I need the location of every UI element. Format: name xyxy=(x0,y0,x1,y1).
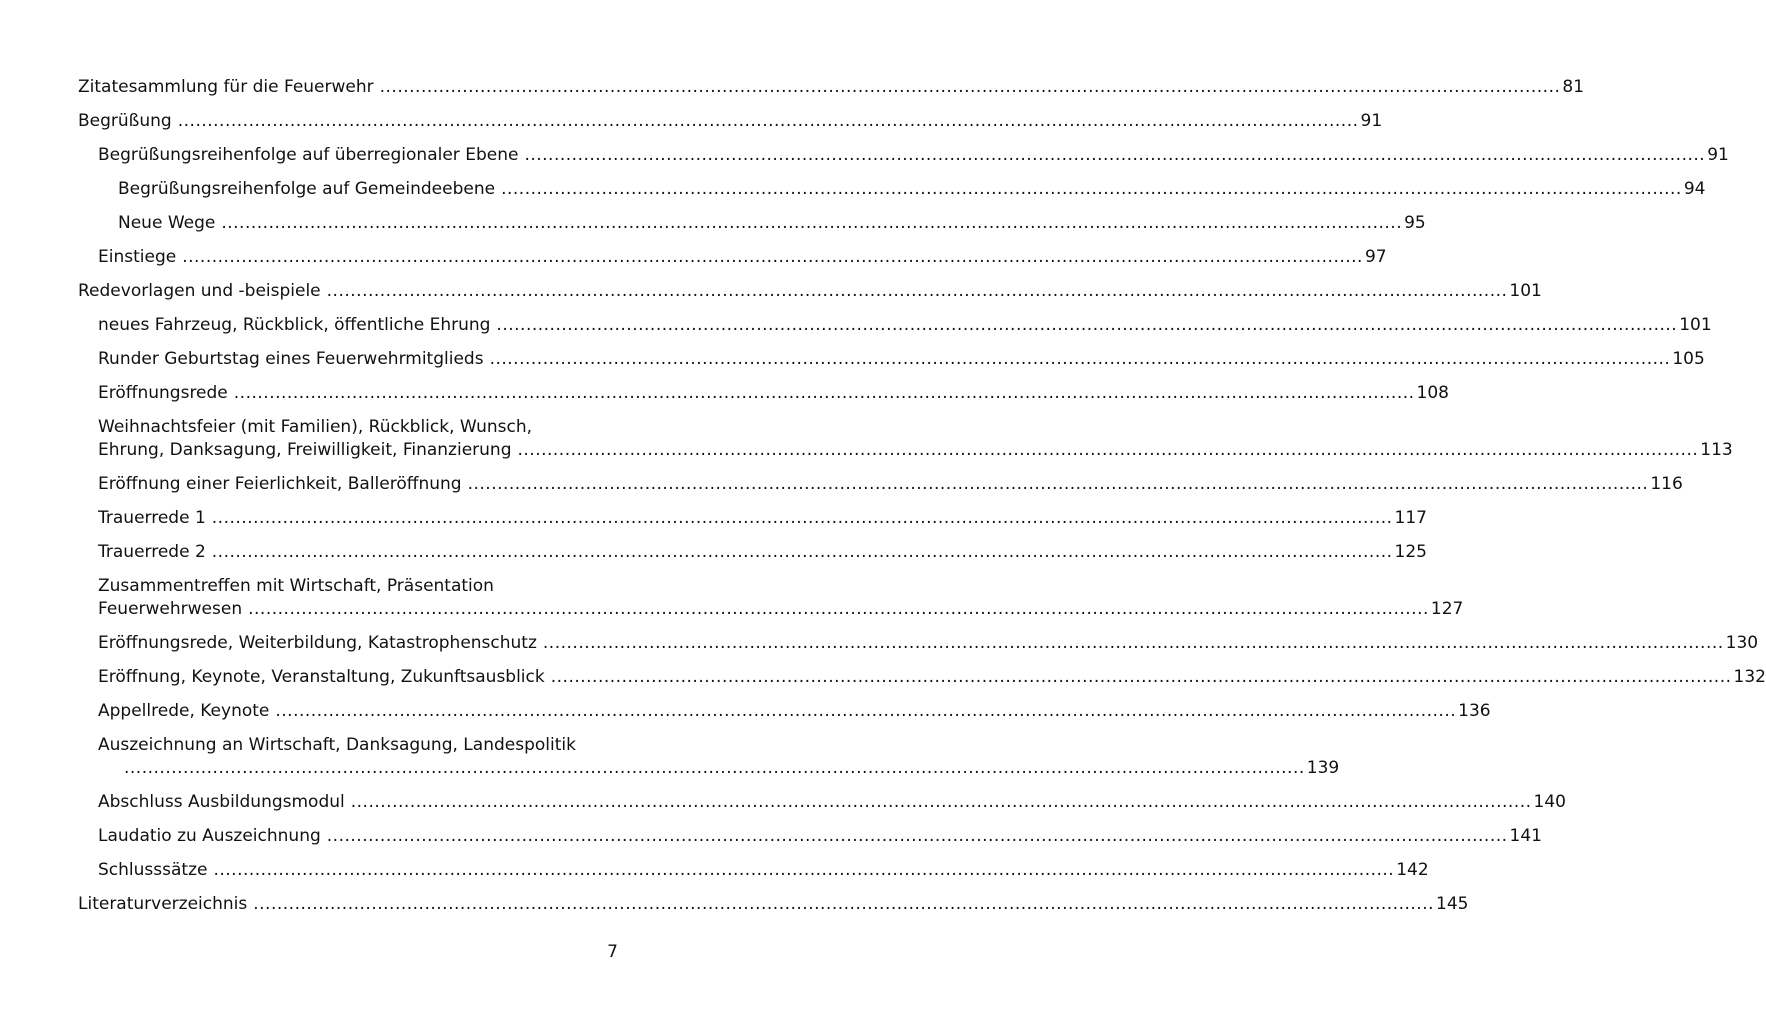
toc-entry-page: 117 xyxy=(1394,508,1427,528)
dot-leader: ........................................................................................................................................................................................................ xyxy=(350,792,1532,812)
dot-leader: ........................................................................................................................................................................................................ xyxy=(221,213,1403,233)
toc-entry-line xyxy=(98,541,1427,564)
toc-entry-page: 142 xyxy=(1396,860,1429,880)
toc-entry xyxy=(98,314,1712,337)
toc-entry-title-line: Weihnachtsfeier (mit Familien), Rückblick, Wunsch, xyxy=(98,417,533,437)
toc-entry-line xyxy=(98,791,1566,814)
dot-leader: ........................................................................................................................................................................................................ xyxy=(182,247,1363,267)
toc-entry xyxy=(98,507,1427,530)
dot-leader: ........................................................................................................................................................................................................ xyxy=(326,281,1508,301)
toc-entry-line xyxy=(98,757,1340,780)
toc-entry xyxy=(98,473,1683,496)
toc-entry-page: 125 xyxy=(1394,542,1427,562)
toc-entry-page: 139 xyxy=(1306,758,1340,778)
dot-leader: ........................................................................................................................................................................................................ xyxy=(550,667,1732,687)
toc-entry-title: Neue Wege xyxy=(118,213,216,233)
toc-entry-line xyxy=(78,110,1383,133)
toc-entry-line xyxy=(98,666,1766,689)
toc-entry-line xyxy=(98,825,1542,848)
toc-entry-page: 136 xyxy=(1458,701,1491,721)
toc-entry-line xyxy=(118,178,1706,201)
dot-leader: ........................................................................................................................................................................................................ xyxy=(211,508,1393,528)
toc-entry-title: Begrüßung xyxy=(78,111,172,131)
toc-entry xyxy=(98,632,1759,655)
toc-entry-page: 113 xyxy=(1700,440,1733,460)
toc-entry-line xyxy=(78,280,1542,303)
toc-entry-line xyxy=(98,700,1491,723)
toc-entry-title: Runder Geburtstag eines Feuerwehrmitglieds xyxy=(98,349,484,369)
dot-leader: ........................................................................................................................................................................................................ xyxy=(233,383,1415,403)
toc-entry xyxy=(78,280,1542,303)
toc-entry xyxy=(98,541,1427,564)
page-number: 7 xyxy=(607,942,618,962)
toc-entry-line xyxy=(98,473,1683,496)
dot-leader: ........................................................................................................................................................................................................ xyxy=(275,701,1457,721)
toc-entry-page: 91 xyxy=(1707,145,1729,165)
toc-entry xyxy=(98,791,1566,814)
toc-entry xyxy=(78,76,1585,99)
toc-entry-page: 101 xyxy=(1679,315,1712,335)
toc-entry xyxy=(118,212,1426,235)
toc-entry xyxy=(98,144,1729,167)
toc-entry-title: Trauerrede 2 xyxy=(98,542,206,562)
dot-leader: ........................................................................................................................................................................................................ xyxy=(542,633,1724,653)
toc-entry xyxy=(78,110,1383,133)
dot-leader: ........................................................................................................................................................................................................ xyxy=(517,440,1699,460)
toc-entry-title: Appellrede, Keynote xyxy=(98,701,270,721)
dot-leader: ........................................................................................................................................................................................................ xyxy=(253,894,1435,914)
dot-leader: ........................................................................................................................................................................................................ xyxy=(489,349,1671,369)
dot-leader: ........................................................................................................................................................................................................ xyxy=(524,145,1706,165)
toc-entry xyxy=(98,859,1429,882)
dot-leader: ........................................................................................................................................................................................................ xyxy=(379,77,1561,97)
toc-entry-page: 145 xyxy=(1436,894,1469,914)
toc-entry-page: 94 xyxy=(1683,179,1706,199)
toc-entry-title: Begrüßungsreihenfolge auf Gemeindeebene xyxy=(118,179,496,199)
toc-entry-title: Eröffnungsrede xyxy=(98,383,228,403)
toc-entry-line xyxy=(98,144,1729,167)
toc-entry xyxy=(98,246,1387,269)
dot-leader: ........................................................................................................................................................................................................ xyxy=(501,179,1682,199)
dot-leader: ........................................................................................................................................................................................................ xyxy=(177,111,1359,131)
toc-entry-line xyxy=(98,382,1449,405)
dot-leader: ........................................................................................................................................................................................................ xyxy=(211,542,1393,562)
toc-entry-title: Begrüßungsreihenfolge auf überregionaler Ebene xyxy=(98,145,519,165)
toc-entry xyxy=(98,825,1542,848)
dot-leader: ........................................................................................................................................................................................................ xyxy=(326,826,1508,846)
toc-entry-title-line: Auszeichnung an Wirtschaft, Danksagung, Landespolitik xyxy=(98,735,576,755)
toc-entry xyxy=(98,700,1491,723)
dot-leader: ........................................................................................................................................................................................................ xyxy=(248,599,1429,619)
dot-leader: ........................................................................................................................................................................................................ xyxy=(213,860,1395,880)
toc-entry-line xyxy=(98,314,1712,337)
toc-entry-page: 108 xyxy=(1416,383,1449,403)
toc-entry xyxy=(118,178,1706,201)
dot-leader: ........................................................................................................................................................................................................ xyxy=(496,315,1678,335)
dot-leader: ........................................................................................................................................................................................................ xyxy=(467,474,1649,494)
toc-entry-title: Eröffnung einer Feierlichkeit, Balleröffnung xyxy=(98,474,462,494)
toc-entry-title: Laudatio zu Auszeichnung xyxy=(98,826,321,846)
toc-entry-page: 132 xyxy=(1733,667,1766,687)
toc-entry-line xyxy=(98,439,1733,462)
toc-entry-page: 81 xyxy=(1562,77,1585,97)
toc-entry xyxy=(78,893,1469,916)
toc-entry-title: neues Fahrzeug, Rückblick, öffentliche Ehrung xyxy=(98,315,491,335)
toc-entry-line xyxy=(98,348,1705,371)
toc-entry-page: 101 xyxy=(1509,281,1542,301)
table-of-contents xyxy=(78,76,1766,927)
toc-entry xyxy=(98,416,1733,462)
toc-entry-line xyxy=(78,893,1469,916)
toc-entry xyxy=(98,348,1705,371)
toc-entry-title: Redevorlagen und -beispiele xyxy=(78,281,321,301)
toc-entry-page: 97 xyxy=(1364,247,1387,267)
toc-entry-page: 127 xyxy=(1430,599,1464,619)
toc-entry-title-line: Zusammentreffen mit Wirtschaft, Präsentation xyxy=(98,576,494,596)
toc-entry-title: Eröffnung, Keynote, Veranstaltung, Zukunftsausblick xyxy=(98,667,545,687)
toc-entry-line xyxy=(118,212,1426,235)
toc-entry-title: Einstiege xyxy=(98,247,177,267)
toc-entry-title: Ehrung, Danksagung, Freiwilligkeit, Finanzierung xyxy=(98,440,512,460)
toc-entry xyxy=(98,734,1340,780)
toc-entry-title: Abschluss Ausbildungsmodul xyxy=(98,792,345,812)
toc-entry-line xyxy=(98,598,1464,621)
toc-entry-title: Eröffnungsrede, Weiterbildung, Katastrophenschutz xyxy=(98,633,537,653)
toc-entry xyxy=(98,382,1449,405)
toc-entry-page: 116 xyxy=(1650,474,1683,494)
toc-entry-page: 141 xyxy=(1509,826,1542,846)
toc-entry-title: Zitatesammlung für die Feuerwehr xyxy=(78,77,374,97)
toc-entry xyxy=(98,666,1766,689)
toc-entry-title: Feuerwehrwesen xyxy=(98,599,243,619)
toc-entry-title: Literaturverzeichnis xyxy=(78,894,248,914)
toc-entry-page: 91 xyxy=(1360,111,1383,131)
toc-entry-line xyxy=(98,859,1429,882)
toc-entry-title: Trauerrede 1 xyxy=(98,508,206,528)
toc-entry xyxy=(98,575,1464,621)
toc-entry-line xyxy=(98,246,1387,269)
toc-entry-line xyxy=(98,632,1759,655)
toc-entry-page: 140 xyxy=(1533,792,1566,812)
toc-entry-title: Schlusssätze xyxy=(98,860,208,880)
toc-entry-page: 105 xyxy=(1672,349,1705,369)
toc-entry-page: 130 xyxy=(1725,633,1759,653)
toc-entry-page: 95 xyxy=(1404,213,1426,233)
toc-entry-line xyxy=(98,507,1427,530)
dot-leader: ........................................................................................................................................................................................................ xyxy=(124,758,1305,778)
toc-entry-line xyxy=(78,76,1585,99)
